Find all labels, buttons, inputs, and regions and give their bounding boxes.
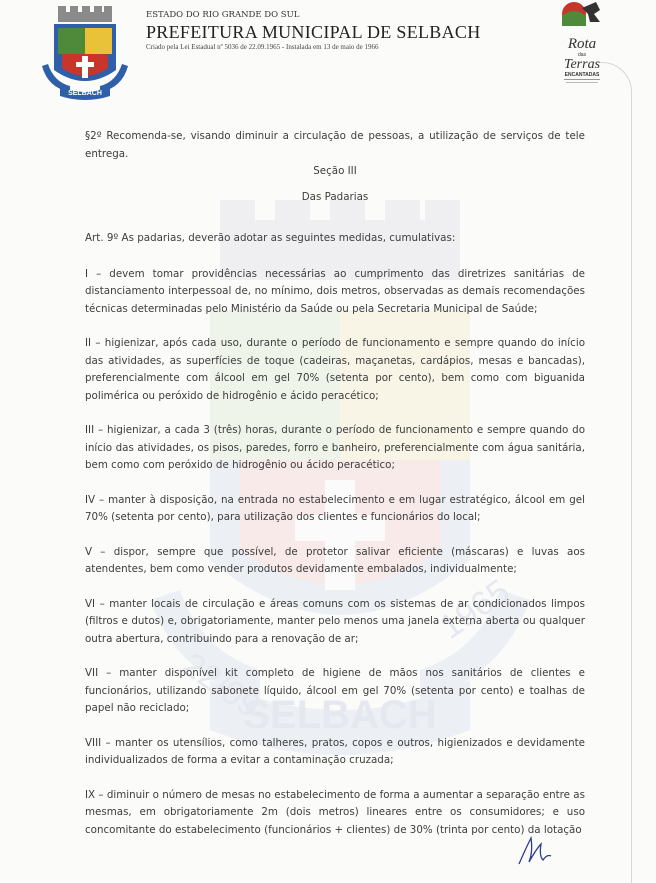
item-vii: VII – manter disponível kit completo de higiene de mãos nos sanitários de clientes e funcionários, utilizando sabonete líquido, álcool em gel 70% (setenta por cento) e toalhas de papel não reciclado; — [85, 667, 585, 714]
svg-text:22/09: 22/09 — [175, 645, 267, 726]
header-title: PREFEITURA MUNICIPAL DE SELBACH — [146, 22, 481, 42]
section-heading: Seção III — [313, 165, 357, 177]
svg-text:Terras: Terras — [563, 57, 601, 72]
document-body — [85, 128, 585, 839]
svg-text:Rota: Rota — [567, 36, 597, 52]
municipal-crest-logo — [40, 4, 130, 100]
item-iii: III – higienizar, a cada 3 (três) horas, durante o período de funcionamento e sempre quando do início das atividades, os pisos, paredes, forro e banheiro, preferencialmente com água sanitária, bem como com peróxido de hidrogênio ou ácido peracético; — [85, 424, 585, 471]
item-v: V – dispor, sempre que possível, de protetor salivar eficiente (máscaras) e luvas aos atendentes, bem como vender produtos devidamente embalados, individualmente; — [85, 545, 585, 575]
item-ix: IX – diminuir o número de mesas no estabelecimento de forma a aumentar a separação entre as mesmas, em obrigatoriamente 2m (dois metros) lineares entre os consumidores; e uso concomitante do estabelecimento (funcionários + clientes) de 30% (trinta por cento) da lotação — [85, 788, 585, 836]
article-9: Art. 9º As padarias, deverão adotar as seguintes medidas, cumulativas: — [85, 232, 456, 244]
item-vi: VI – manter locais de circulação e áreas comuns com os sistemas de ar condicionados limpos (filtros e dutos) e, obrigatoriamente, manter pelo menos uma janela externa aberta ou qualquer outra abertura, contribuindo para a renovação de ar; — [85, 597, 585, 645]
header-subtitle: Criado pela Lei Estadual nº 5036 de 22.09.1965 - Instalada em 13 de maio de 1966 — [146, 43, 379, 51]
item-i: I – devem tomar providências necessárias ao cumprimento das diretrizes sanitárias de distanciamento interpessoal de, no mínimo, dois metros, observadas as demais recomendações técnicas determinadas pelo Ministério da Saúde ou pela Secretaria Municipal de Saúde; — [85, 267, 585, 315]
section-title: Das Padarias — [301, 190, 369, 203]
svg-text:SELBACH: SELBACH — [68, 90, 102, 97]
item-viii: VIII – manter os utensílios, como talheres, pratos, copos e outros, higienizados e devidamente individualizados de forma a evitar a contaminação cruzada; — [85, 736, 585, 766]
svg-text:SELBACH: SELBACH — [243, 693, 437, 737]
svg-text:das: das — [577, 52, 587, 58]
svg-text:ENCANTADAS: ENCANTADAS — [564, 72, 600, 78]
paragraph-tele-entrega: §2º Recomenda-se, visando diminuir a circulação de pessoas, a utilização de serviços de tele entrega. — [85, 130, 585, 160]
page-border-right — [631, 95, 632, 883]
signature-initials — [515, 830, 555, 870]
item-iv: IV – manter à disposição, na entrada no estabelecimento e em lugar estratégico, álcool em gel 70% (setenta por cento), para utilização dos clientes e funcionários do local; — [85, 493, 585, 523]
item-ii: II – higienizar, após cada uso, durante o período de funcionamento e sempre quando do início das atividades, as superfícies de toque (cadeiras, maçanetas, cardápios, mesas e bancadas), preferencialmente com álcool em gel 70% (setenta por cento), bem como com biguanida polimérica ou peróxido de hidrogênio e ácido peracético; — [85, 337, 585, 402]
rota-das-terras-logo — [556, 0, 612, 92]
svg-text:1965: 1965 — [432, 572, 517, 647]
header-state: ESTADO DO RIO GRANDE DO SUL — [146, 10, 300, 20]
